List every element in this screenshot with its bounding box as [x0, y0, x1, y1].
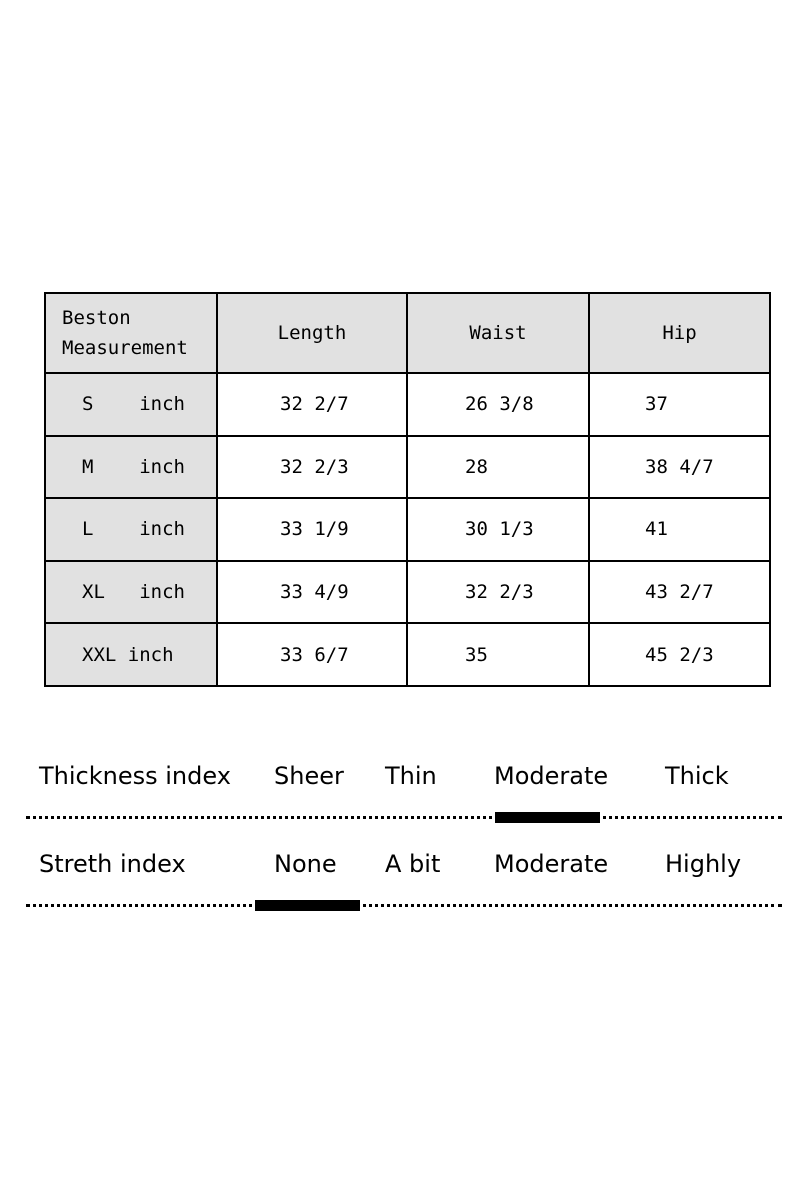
size-label: S inch — [45, 373, 217, 436]
thickness-selected-marker — [495, 812, 600, 823]
stretch-option-a-bit: A bit — [385, 850, 441, 878]
length-value: 33 1/9 — [217, 498, 407, 561]
hip-value: 45 2/3 — [589, 623, 770, 686]
stretch-option-moderate: Moderate — [494, 850, 609, 878]
column-header-hip: Hip — [589, 293, 770, 373]
table-row — [45, 498, 770, 561]
stretch-option-highly: Highly — [665, 850, 742, 878]
thickness-option-thick: Thick — [665, 762, 729, 790]
stretch-dotted-scale — [26, 904, 782, 907]
stretch-option-none: None — [274, 850, 337, 878]
size-label: XL inch — [45, 561, 217, 624]
waist-value: 35 — [407, 623, 589, 686]
hip-value: 41 — [589, 498, 770, 561]
thickness-option-sheer: Sheer — [274, 762, 344, 790]
length-value: 32 2/3 — [217, 436, 407, 499]
table-row — [45, 623, 770, 686]
corner-header-line-1: Beston — [62, 307, 131, 329]
waist-value: 30 1/3 — [407, 498, 589, 561]
waist-value: 28 — [407, 436, 589, 499]
table-row — [45, 561, 770, 624]
hip-value: 37 — [589, 373, 770, 436]
corner-header-line-2: Measurement — [62, 337, 188, 359]
size-chart-table — [44, 292, 771, 687]
size-label: XXL inch — [45, 623, 217, 686]
table-header-row — [45, 293, 770, 373]
thickness-option-thin: Thin — [385, 762, 437, 790]
thickness-dotted-scale — [26, 816, 782, 819]
column-header-length: Length — [217, 293, 407, 373]
thickness-index-label: Thickness index — [39, 762, 231, 790]
stretch-index-label: Streth index — [39, 850, 186, 878]
corner-header — [45, 293, 217, 373]
length-value: 32 2/7 — [217, 373, 407, 436]
size-label: L inch — [45, 498, 217, 561]
waist-value: 32 2/3 — [407, 561, 589, 624]
length-value: 33 4/9 — [217, 561, 407, 624]
thickness-index-row — [0, 762, 800, 832]
stretch-selected-marker — [255, 900, 360, 911]
stretch-index-row — [0, 850, 800, 920]
column-header-waist: Waist — [407, 293, 589, 373]
hip-value: 43 2/7 — [589, 561, 770, 624]
table-row — [45, 373, 770, 436]
waist-value: 26 3/8 — [407, 373, 589, 436]
hip-value: 38 4/7 — [589, 436, 770, 499]
size-label: M inch — [45, 436, 217, 499]
length-value: 33 6/7 — [217, 623, 407, 686]
thickness-option-moderate: Moderate — [494, 762, 609, 790]
table-row — [45, 436, 770, 499]
